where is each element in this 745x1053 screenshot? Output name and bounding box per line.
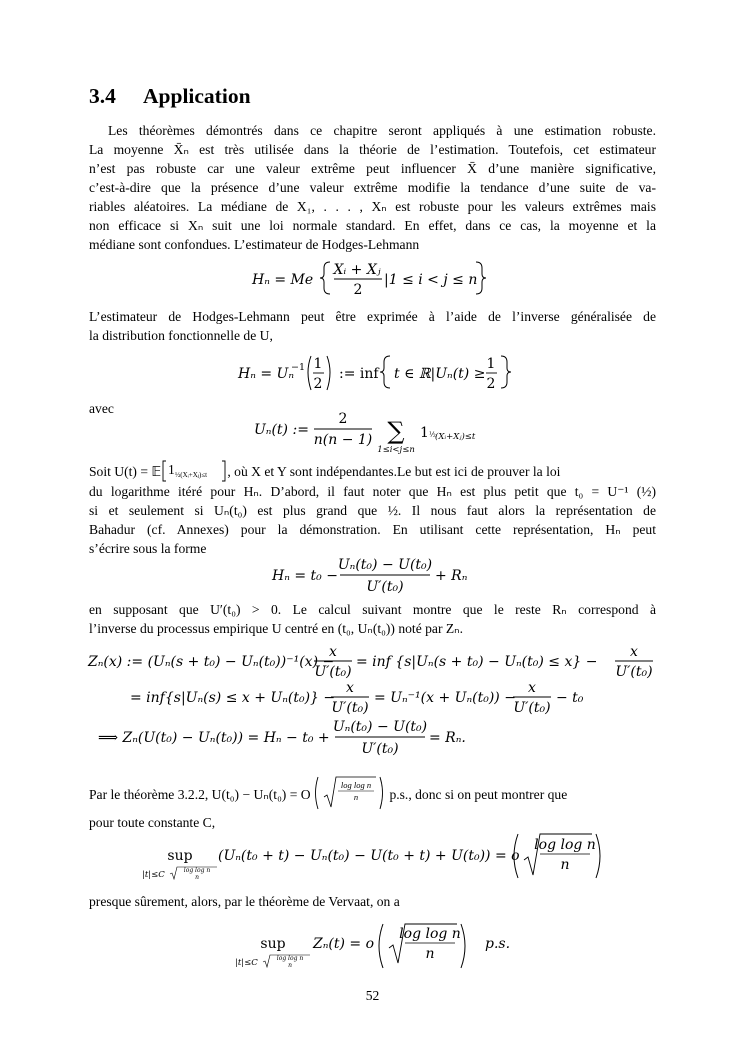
eq-inf: := inf	[339, 366, 379, 382]
equation-sup-increment	[140, 830, 610, 886]
eq-superscript: −1	[291, 362, 306, 373]
left-paren	[308, 356, 311, 390]
sup-root-den: n	[288, 962, 292, 969]
text-line: s’écrire sous la forme	[89, 541, 207, 556]
row3-right: = Rₙ.	[429, 730, 466, 746]
eq-denominator: U′(t₀)	[366, 579, 404, 595]
half-numerator: 1	[486, 356, 496, 372]
text-line: non efficace si Xₙ suit une loi normale standard. En effet, dans ce cas, la moyenne et la	[89, 218, 656, 233]
svg-text:1: 1	[168, 462, 176, 477]
frac-diff-den: U′(t₀)	[361, 741, 399, 757]
small-root	[314, 775, 386, 811]
text-line: L’estimateur de Hodges-Lehmann peut être exprimée à l’aide de l’inverse généralisée de	[89, 309, 656, 324]
left-paren	[379, 924, 383, 968]
eq-denominator: 2	[353, 282, 363, 298]
row2-middle: = Uₙ⁻¹(x + Uₙ(t₀)) −	[374, 690, 516, 706]
root-numerator: log log n	[399, 926, 461, 942]
root-denominator: n	[560, 857, 570, 873]
text-line: avec	[89, 401, 114, 416]
half-denominator: 2	[313, 376, 323, 392]
half-denominator: 2	[486, 376, 496, 392]
frac-x-den: U′(t₀)	[513, 700, 551, 716]
text-line: médiane sont confondues. L’estimateur de Hodges-Lehmann	[89, 237, 420, 252]
eq-condition: |1 ≤ i < j ≤ n	[384, 272, 478, 288]
text-segment: Par le théorème 3.2.2, U(t₀) − Uₙ(t₀) = O	[89, 787, 311, 802]
text-segment: Soit U(t) = 𝔼	[89, 464, 162, 479]
eq-numerator: Uₙ(t₀) − U(t₀)	[337, 557, 433, 573]
frac-x-den: U′(t₀)	[314, 664, 352, 680]
sum-range: 1≤i<j≤n	[377, 445, 415, 455]
eq-set: t ∈ ℝ|Uₙ(t) ≥	[394, 366, 486, 382]
sup-root-den: n	[195, 874, 199, 881]
half-numerator: 1	[313, 356, 323, 372]
paragraph-intro	[89, 121, 656, 254]
summation-sign: ∑	[387, 417, 405, 445]
text-line-with-math	[89, 775, 656, 811]
paragraph-lil	[89, 460, 656, 558]
text-line: riables aléatoires. La médiane de X₁, . . . , Xₙ est robuste pour les valeurs extrêmes mais	[89, 199, 656, 214]
text-line: l’inverse du processus empirique U centré en (t₀, Uₙ(t₀)) noté par Zₙ.	[89, 621, 464, 636]
section-title: Application	[143, 84, 251, 108]
paragraph-distribution	[89, 307, 656, 345]
row1-left: Zₙ(x) := (Uₙ(s + t₀) − Uₙ(t₀))⁻¹(x) −	[88, 654, 335, 670]
eq-numerator: Xᵢ + Xⱼ	[333, 262, 381, 278]
sup-operator: sup	[260, 936, 286, 952]
svg-text:½(Xᵢ+Xⱼ)≤t: ½(Xᵢ+Xⱼ)≤t	[175, 471, 208, 479]
eq-lhs: Hₙ = Me	[252, 272, 314, 288]
sup-body: (Uₙ(t₀ + t) − Uₙ(t₀) − U(t₀ + t) + U(t₀)) = o	[218, 848, 520, 864]
left-brace	[320, 262, 330, 294]
eq-tail: p.s.	[485, 936, 511, 952]
text-line: la distribution fonctionnelle de U,	[89, 328, 273, 343]
text-line-with-math	[89, 460, 656, 482]
sup-operator: sup	[167, 848, 193, 864]
equation-zn-derivation	[86, 640, 661, 762]
expectation-bracket	[161, 460, 227, 482]
row1-right: = inf {s|Uₙ(s + t₀) − Uₙ(t₀) ≤ x} −	[356, 654, 598, 670]
indicator-one: 1	[420, 425, 429, 441]
paragraph-remainder	[89, 600, 656, 638]
right-brace	[476, 262, 486, 294]
section-number: 3.4	[89, 84, 116, 108]
eq-lhs: Hₙ = t₀ −	[272, 568, 338, 584]
frac-x-num: x	[528, 680, 536, 696]
eq-denominator: n(n − 1)	[313, 432, 373, 448]
paragraph-vervaat	[89, 892, 656, 911]
text-segment: , où X et Y sont indépendantes.Le but est ici de prouver la loi	[227, 464, 561, 479]
equation-un	[250, 406, 510, 456]
eq-numerator: 2	[338, 411, 348, 427]
page-number: 52	[365, 988, 380, 1003]
equation-bahadur	[268, 554, 488, 598]
row3-left: ⟹ Zₙ(U(t₀) − Uₙ(t₀)) = Hₙ − t₀ +	[98, 730, 330, 746]
eq-rhs: + Rₙ	[435, 568, 468, 584]
sup-body: Zₙ(t) = o	[313, 936, 375, 952]
text-line: pour toute constante C,	[89, 815, 216, 830]
sup-under: |t|≤C	[142, 870, 165, 880]
root-denominator: n	[353, 792, 359, 802]
text-line: du logarithme itéré pour Hₙ. D’abord, il faut noter que Hₙ est plus petit que t₀ = U⁻¹ (½)	[89, 484, 656, 499]
equation-hn-inverse	[236, 350, 516, 396]
root-numerator: log log n	[534, 837, 596, 853]
section-heading	[89, 84, 251, 109]
eq-lhs: Uₙ(t) :=	[254, 422, 309, 438]
root-denominator: n	[425, 946, 435, 962]
text-line: La moyenne X̄ₙ est très utilisée dans la théorie de l’estimation. Toutefois, cet estimateur	[89, 142, 656, 157]
frac-x-den: U′(t₀)	[615, 664, 653, 680]
indicator-sub: (Xᵢ+Xⱼ)≤t	[435, 432, 476, 442]
text-line: Les théorèmes démontrés dans ce chapitre seront appliqués à une estimation robuste.	[108, 123, 656, 138]
paragraph-theorem-ref	[89, 775, 656, 832]
frac-x-num: x	[329, 644, 337, 660]
row2-right: − t₀	[556, 690, 584, 706]
frac-x-num: x	[346, 680, 354, 696]
frac-x-den: U′(t₀)	[331, 700, 369, 716]
sup-under: |t|≤C	[235, 958, 258, 968]
text-line: c’est-à-dire que la présence d’une valeur extrême modifie la tendance d’une suite de va-	[89, 180, 656, 195]
frac-diff-num: Uₙ(t₀) − U(t₀)	[332, 719, 428, 735]
sup-root-num: log log n	[276, 955, 304, 962]
right-paren	[596, 834, 600, 878]
text-line: presque sûrement, alors, par le théorème de Vervaat, on a	[89, 894, 400, 909]
text-segment: p.s., donc si on peut montrer que	[389, 787, 568, 802]
frac-x-num: x	[630, 644, 638, 660]
right-paren	[327, 356, 330, 390]
text-line: Bahadur (cf. Annexes) pour la démonstration. En utilisant cette représentation, Hₙ peut	[89, 522, 656, 537]
indicator-half: ½	[429, 431, 436, 439]
eq-lhs: Hₙ = Uₙ	[238, 366, 294, 382]
text-line: en supposant que U′(t₀) > 0. Le calcul suivant montre que le reste Rₙ correspond à	[89, 602, 656, 617]
text-line: si et seulement si Uₙ(t₀) est plus grand que ½. Il nous faut alors la représentation de	[89, 503, 656, 518]
equation-hn-definition	[240, 256, 500, 300]
row2-left: = inf{s|Uₙ(s) ≤ x + Uₙ(t₀)} −	[130, 690, 336, 706]
left-brace	[380, 356, 390, 388]
text-line: n’est pas robuste car une valeur extrême peut influencer X̄ d’une manière significative,	[89, 161, 656, 176]
equation-sup-zn	[233, 920, 523, 976]
root-numerator: log log n	[340, 780, 372, 790]
right-brace	[501, 356, 511, 388]
right-paren	[461, 924, 465, 968]
sup-root-num: log log n	[183, 867, 211, 874]
